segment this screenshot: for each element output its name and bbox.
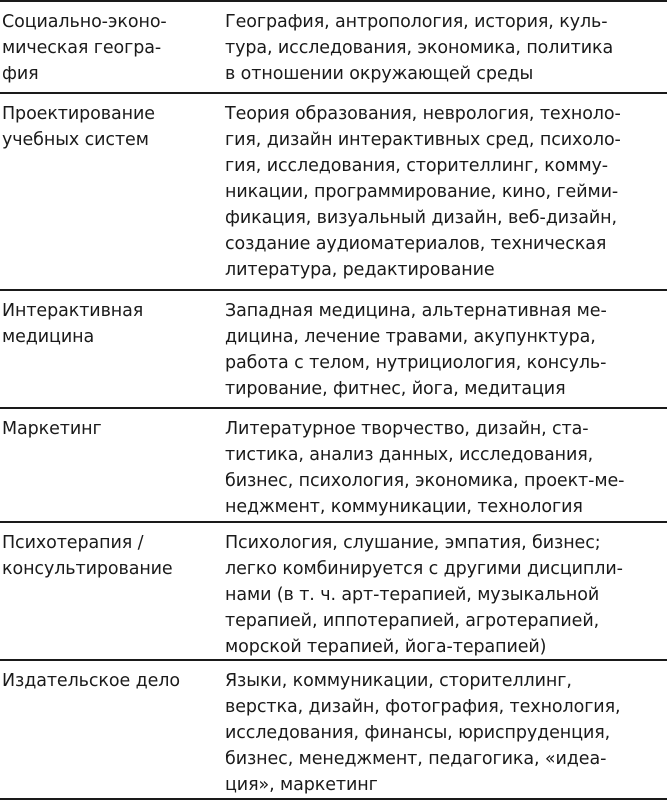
field-name-line: Маркетинг	[2, 419, 102, 439]
field-name-line: Издательское дело	[2, 671, 180, 691]
field-name-line: Социально-эконо-	[2, 12, 167, 32]
field-name-line: медицина	[2, 327, 95, 347]
related-disciplines-cell	[225, 530, 667, 659]
related-disciplines-cell	[225, 298, 667, 407]
disciplines-line: тистика, анализ данных, исследования,	[225, 445, 594, 465]
disciplines-line: дицина, лечение травами, акупунктура,	[225, 327, 596, 347]
table-row	[0, 661, 667, 800]
disciplines-line: фикация, визуальный дизайн, веб-дизайн,	[225, 208, 617, 228]
related-disciplines-cell	[225, 668, 667, 798]
field-name-line: Проектирование	[2, 104, 155, 124]
field-name-line: Психотерапия /	[2, 533, 144, 553]
disciplines-line: верстка, дизайн, фотография, технология,	[225, 697, 621, 717]
disciplines-line: тура, исследования, экономика, политика	[225, 38, 614, 58]
disciplines-line: бизнес, психология, экономика, проект-ме-	[225, 471, 625, 491]
disciplines-line: морской терапией, йога-терапией)	[225, 637, 547, 657]
table-row	[0, 523, 667, 661]
disciplines-line: тирование, фитнес, йога, медитация	[225, 379, 566, 399]
disciplines-line: терапией, иппотерапией, агротерапией,	[225, 611, 600, 631]
disciplines-line: Языки, коммуникации, сторителлинг,	[225, 671, 572, 691]
disciplines-line: гия, дизайн интерактивных сред, психоло-	[225, 130, 621, 150]
field-name-line: фия	[2, 64, 39, 84]
disciplines-line: гия, исследования, сторителлинг, комму-	[225, 156, 609, 176]
disciplines-line: работа с телом, нутрициология, консуль-	[225, 353, 607, 373]
field-name-cell	[0, 9, 225, 92]
disciplines-line: в отношении окружающей среды	[225, 64, 534, 84]
field-name-cell	[0, 668, 225, 798]
disciplines-line: Западная медицина, альтернативная ме-	[225, 301, 607, 321]
field-name-line: консультирование	[2, 559, 173, 579]
disciplines-line: создание аудиоматериалов, техническая	[225, 234, 607, 254]
disciplines-line: Литературное творчество, дизайн, ста-	[225, 419, 589, 439]
disciplines-line: География, антропология, история, куль-	[225, 12, 608, 32]
table-row	[0, 94, 667, 291]
table-row	[0, 291, 667, 409]
disciplines-line: Психология, слушание, эмпатия, бизнес;	[225, 533, 601, 553]
related-disciplines-cell	[225, 416, 667, 521]
disciplines-line: нами (в т. ч. арт-терапией, музыкальной	[225, 585, 600, 605]
disciplines-line: легко комбинируется с другими дисципли-	[225, 559, 623, 579]
disciplines-line: ция», маркетинг	[225, 775, 378, 795]
disciplines-line: литература, редактирование	[225, 260, 495, 280]
field-name-cell	[0, 530, 225, 659]
disciplines-line: исследования, финансы, юриспруденция,	[225, 723, 611, 743]
field-name-cell	[0, 101, 225, 289]
disciplines-line: никации, программирование, кино, гейми-	[225, 182, 619, 202]
table-row	[0, 409, 667, 523]
disciplines-line: Теория образования, неврология, техноло-	[225, 104, 621, 124]
field-name-line: Интерактивная	[2, 301, 144, 321]
field-name-cell	[0, 416, 225, 521]
disciplines-line: бизнес, менеджмент, педагогика, «идеа-	[225, 749, 607, 769]
field-name-cell	[0, 298, 225, 407]
table-row	[0, 2, 667, 94]
related-disciplines-cell	[225, 101, 667, 289]
disciplines-line: неджмент, коммуникации, технология	[225, 497, 583, 517]
related-disciplines-cell	[225, 9, 667, 92]
field-name-line: мическая геогра-	[2, 38, 162, 58]
field-name-line: учебных систем	[2, 130, 149, 150]
